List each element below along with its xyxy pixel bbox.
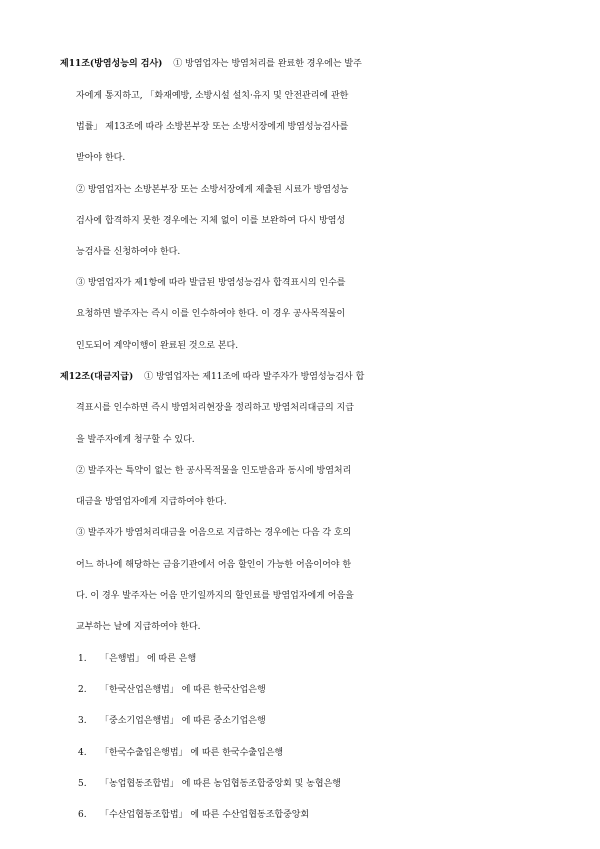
article-12-para-3-line-1: ③ 발주자가 방염처리대금을 어음으로 지급하는 경우에는 다음 각 호의 <box>76 528 352 538</box>
list-item <box>0 649 600 669</box>
article-12-line-3: 을 발주자에게 청구할 수 있다. <box>76 435 195 445</box>
article-12-para-3-line-4: 교부하는 날에 지급하여야 한다. <box>76 622 201 632</box>
list-item-text: 「한국산업은행법」 에 따른 한국산업은행 <box>100 685 266 695</box>
article-11-line-1 <box>0 54 600 74</box>
list-item-text: 「수산업협동조합법」 에 따른 수산업협동조합중앙회 <box>100 810 310 820</box>
list-item-number: 6. <box>78 810 87 820</box>
article-12-line-1 <box>0 367 600 387</box>
article-11-para-3-line-3: 인도되어 계약이행이 완료된 것으로 본다. <box>76 341 239 351</box>
article-11-para-3-line-1: ③ 방염업자가 제1항에 따라 발급된 방염성능검사 합격표시의 인수를 <box>76 278 346 288</box>
list-item <box>0 680 600 700</box>
article-11-para-2-line-2: 검사에 합격하지 못한 경우에는 지체 없이 이를 보완하여 다시 방염성 <box>76 216 346 226</box>
list-item-text: 「한국수출입은행법」 에 따른 한국수출입은행 <box>100 748 284 758</box>
article-11-text: ① 방염업자는 방염처리를 완료한 경우에는 발주 <box>173 59 362 69</box>
list-item-number: 2. <box>78 685 87 695</box>
list-item-text: 「은행법」 에 따른 은행 <box>100 654 197 664</box>
article-11-line-2: 자에게 통지하고, 「화재예방, 소방시설 설치·유지 및 안전관리에 관한 <box>76 91 349 101</box>
article-11-para-2-line-3: 능검사를 신청하여야 한다. <box>76 247 181 257</box>
list-item <box>0 743 600 763</box>
list-item-text: 「중소기업은행법」 에 따른 중소기업은행 <box>100 716 266 726</box>
list-item-number: 5. <box>78 779 87 789</box>
article-11-heading: 제11조(방염성능의 검사) <box>60 59 163 69</box>
list-item-number: 4. <box>78 748 87 758</box>
article-12-text: ① 방염업자는 제11조에 따라 발주자가 방염성능검사 합 <box>144 372 365 382</box>
article-11-para-2-line-1: ② 방염업자는 소방본부장 또는 소방서장에게 제출된 시료가 방염성능 <box>76 185 349 195</box>
list-item-text: 「농업협동조합법」 에 따른 농업협동조합중앙회 및 농협은행 <box>100 779 341 789</box>
article-12-line-2: 격표시를 인수하면 즉시 방염처리현장을 정리하고 방염처리대금의 지급 <box>76 403 354 413</box>
article-12-para-3-line-3: 다. 이 경우 발주자는 어음 만기일까지의 할인료를 방염업자에게 어음을 <box>76 591 354 601</box>
article-11-line-3: 법률」 제13조에 따라 소방본부장 또는 소방서장에게 방염성능검사를 <box>76 122 349 132</box>
list-item-number: 1. <box>78 654 87 664</box>
article-12-para-2-line-1: ② 발주자는 특약이 없는 한 공사목적물을 인도받음과 동시에 방염처리 <box>76 466 352 476</box>
article-11-line-4: 받아야 한다. <box>76 153 126 163</box>
list-item <box>0 711 600 731</box>
list-item <box>0 774 600 794</box>
list-item <box>0 805 600 825</box>
article-11-para-3-line-2: 요청하면 발주자는 즉시 이를 인수하여야 한다. 이 경우 공사목적물이 <box>76 309 346 319</box>
article-12-para-3-line-2: 어느 하나에 해당하는 금융기관에서 어음 할인이 가능한 어음이어야 한 <box>76 560 352 570</box>
article-12-heading: 제12조(대금지급) <box>60 372 134 382</box>
article-12-para-2-line-2: 대금을 방염업자에게 지급하여야 한다. <box>76 497 227 507</box>
list-item-number: 3. <box>78 716 87 726</box>
